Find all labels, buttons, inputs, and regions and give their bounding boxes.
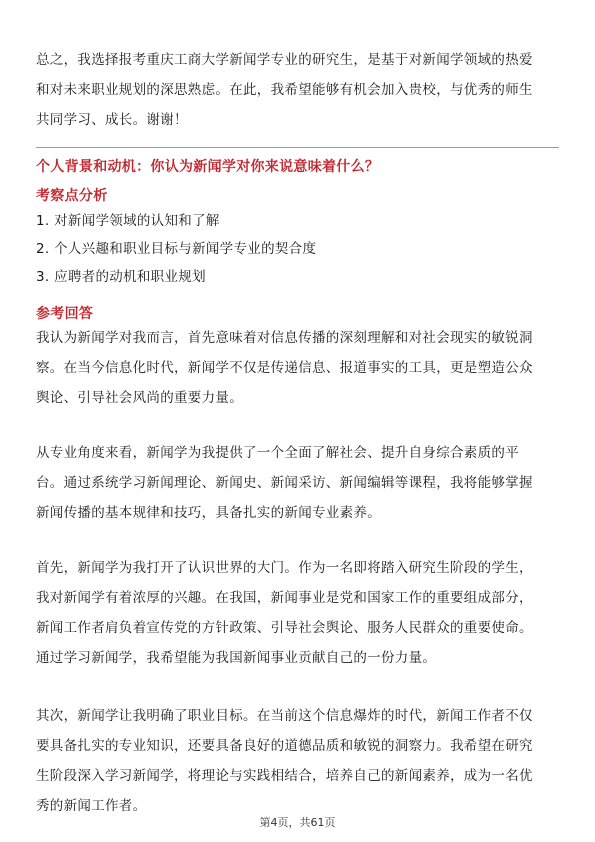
analysis-item: 3. 应聘者的动机和职业规划 — [36, 269, 206, 285]
question-heading: 个人背景和动机：你认为新闻学对你来说意味着什么？ — [36, 159, 380, 175]
section-divider — [36, 147, 559, 148]
answer-line: 生阶段深入学习新闻学，将理论与实践相结合，培养自己的新闻素养，成为一名优 — [36, 768, 533, 784]
answer-paragraph — [36, 553, 559, 673]
answer-line: 通过学习新闻学，我希望能为我国新闻事业贡献自己的一份力量。 — [36, 650, 437, 666]
analysis-heading: 考察点分析 — [36, 188, 108, 204]
intro-line: 总之，我选择报考重庆工商大学新闻学专业的研究生，是基于对新闻学领域的热爱 — [36, 52, 533, 68]
answer-line: 台。通过系统学习新闻理论、新闻史、新闻采访、新闻编辑等课程，我将能够掌握 — [36, 475, 533, 491]
page-number: 第4页，共61页 — [259, 816, 336, 829]
intro-paragraph — [36, 45, 559, 135]
answer-line: 察。在当今信息化时代，新闻学不仅是传递信息、报道事实的工具，更是塑造公众 — [36, 360, 533, 376]
answer-line: 我认为新闻学对我而言，首先意味着对信息传播的深刻理解和对社会现实的敏锐洞 — [36, 330, 533, 346]
answer-line: 舆论、引导社会风尚的重要力量。 — [36, 390, 243, 406]
answer-line: 新闻工作者肩负着宣传党的方针政策、引导社会舆论、服务人民群众的重要使命。 — [36, 620, 533, 636]
answer-line: 新闻传播的基本规律和技巧，具备扎实的新闻专业素养。 — [36, 505, 381, 521]
answer-line: 首先，新闻学为我打开了认识世界的大门。作为一名即将踏入研究生阶段的学生， — [36, 560, 533, 576]
answer-line: 我对新闻学有着浓厚的兴趣。在我国，新闻事业是党和国家工作的重要组成部分， — [36, 590, 533, 606]
analysis-item: 2. 个人兴趣和职业目标与新闻学专业的契合度 — [36, 241, 317, 257]
answer-heading: 参考回答 — [36, 306, 94, 322]
intro-line: 和对未来职业规划的深思熟虑。在此，我希望能够有机会加入贵校，与优秀的师生 — [36, 82, 533, 98]
intro-line: 共同学习、成长。谢谢！ — [36, 112, 188, 128]
answer-paragraph — [36, 438, 559, 528]
answer-paragraph — [36, 701, 559, 821]
answer-paragraph — [36, 323, 559, 413]
answer-line: 要具备扎实的专业知识，还要具备良好的道德品质和敏锐的洞察力。我希望在研究 — [36, 738, 533, 754]
answer-line: 从专业角度来看，新闻学为我提供了一个全面了解社会、提升自身综合素质的平 — [36, 445, 519, 461]
answer-line: 其次，新闻学让我明确了职业目标。在当前这个信息爆炸的时代，新闻工作者不仅 — [36, 708, 533, 724]
answer-line: 秀的新闻工作者。 — [36, 798, 147, 814]
analysis-item: 1. 对新闻学领域的认知和了解 — [36, 213, 220, 229]
